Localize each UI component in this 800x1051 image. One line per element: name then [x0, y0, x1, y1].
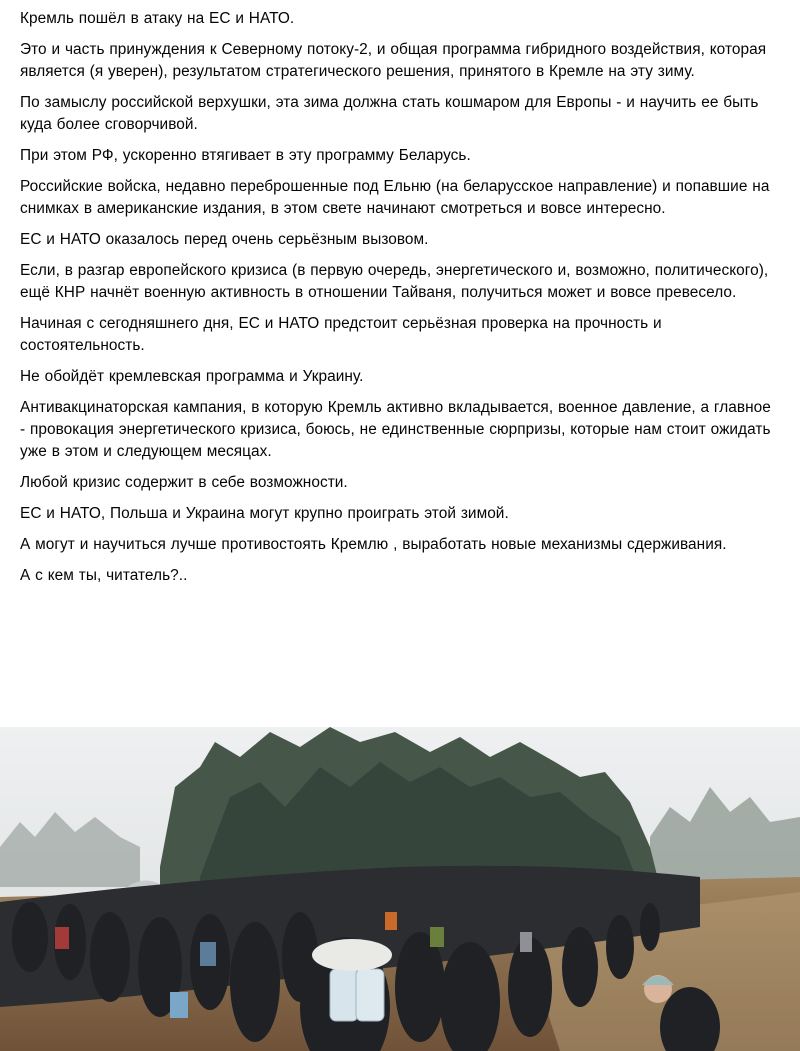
- post-paragraph: По замыслу российской верхушки, эта зима должна стать кошмаром для Европы - и научить ее быть куда более сговорчивой.: [20, 94, 759, 133]
- post-paragraph: Не обойдёт кремлевская программа и Украину.: [20, 368, 364, 385]
- post-paragraph: Российские войска, недавно переброшенные под Ельню (на беларусское направление) и попавшие на снимках в американские издания, в этом свете начинают смотреться и вовсе интересно.: [20, 178, 770, 217]
- post-paragraph: Это и часть принуждения к Северному потоку-2, и общая программа гибридного воздействия, которая является (я уверен), результатом стратегического решения, принятого в Кремле на эту зиму.: [20, 41, 767, 80]
- post-paragraph: А с кем ты, читатель?..: [20, 567, 188, 584]
- post-paragraph: ЕС и НАТО, Польша и Украина могут крупно проиграть этой зимой.: [20, 505, 509, 522]
- post-paragraph: При этом РФ, ускоренно втягивает в эту программу Беларусь.: [20, 147, 471, 164]
- post-paragraph: Кремль пошёл в атаку на ЕС и НАТО.: [20, 10, 295, 27]
- water-bottles: [330, 969, 384, 1021]
- white-sack: [312, 939, 392, 971]
- post-paragraph: А могут и научиться лучше противостоять Кремлю , выработать новые механизмы сдерживания.: [20, 536, 727, 553]
- post-paragraph: ЕС и НАТО оказалось перед очень серьёзным вызовом.: [20, 231, 429, 248]
- post-photo[interactable]: [0, 727, 800, 1051]
- post-paragraph: Антивакцинаторская кампания, в которую Кремль активно вкладывается, военное давление, а главное - провокация энергетического кризиса, боюсь, не единственные сюрпризы, которые нам стоит ожидать уже в этом и следующем месяцах.: [20, 399, 771, 460]
- post-paragraph: Любой кризис содержит в себе возможности.: [20, 474, 348, 491]
- post-paragraph: Начиная с сегодняшнего дня, ЕС и НАТО предстоит серьёзная проверка на прочность и состоятельность.: [20, 315, 662, 354]
- post-paragraph: Если, в разгар европейского кризиса (в первую очередь, энергетического и, возможно, политического), ещё КНР начнёт военную активность в отношении Тайваня, получиться может и вовсе превесело.: [20, 262, 769, 301]
